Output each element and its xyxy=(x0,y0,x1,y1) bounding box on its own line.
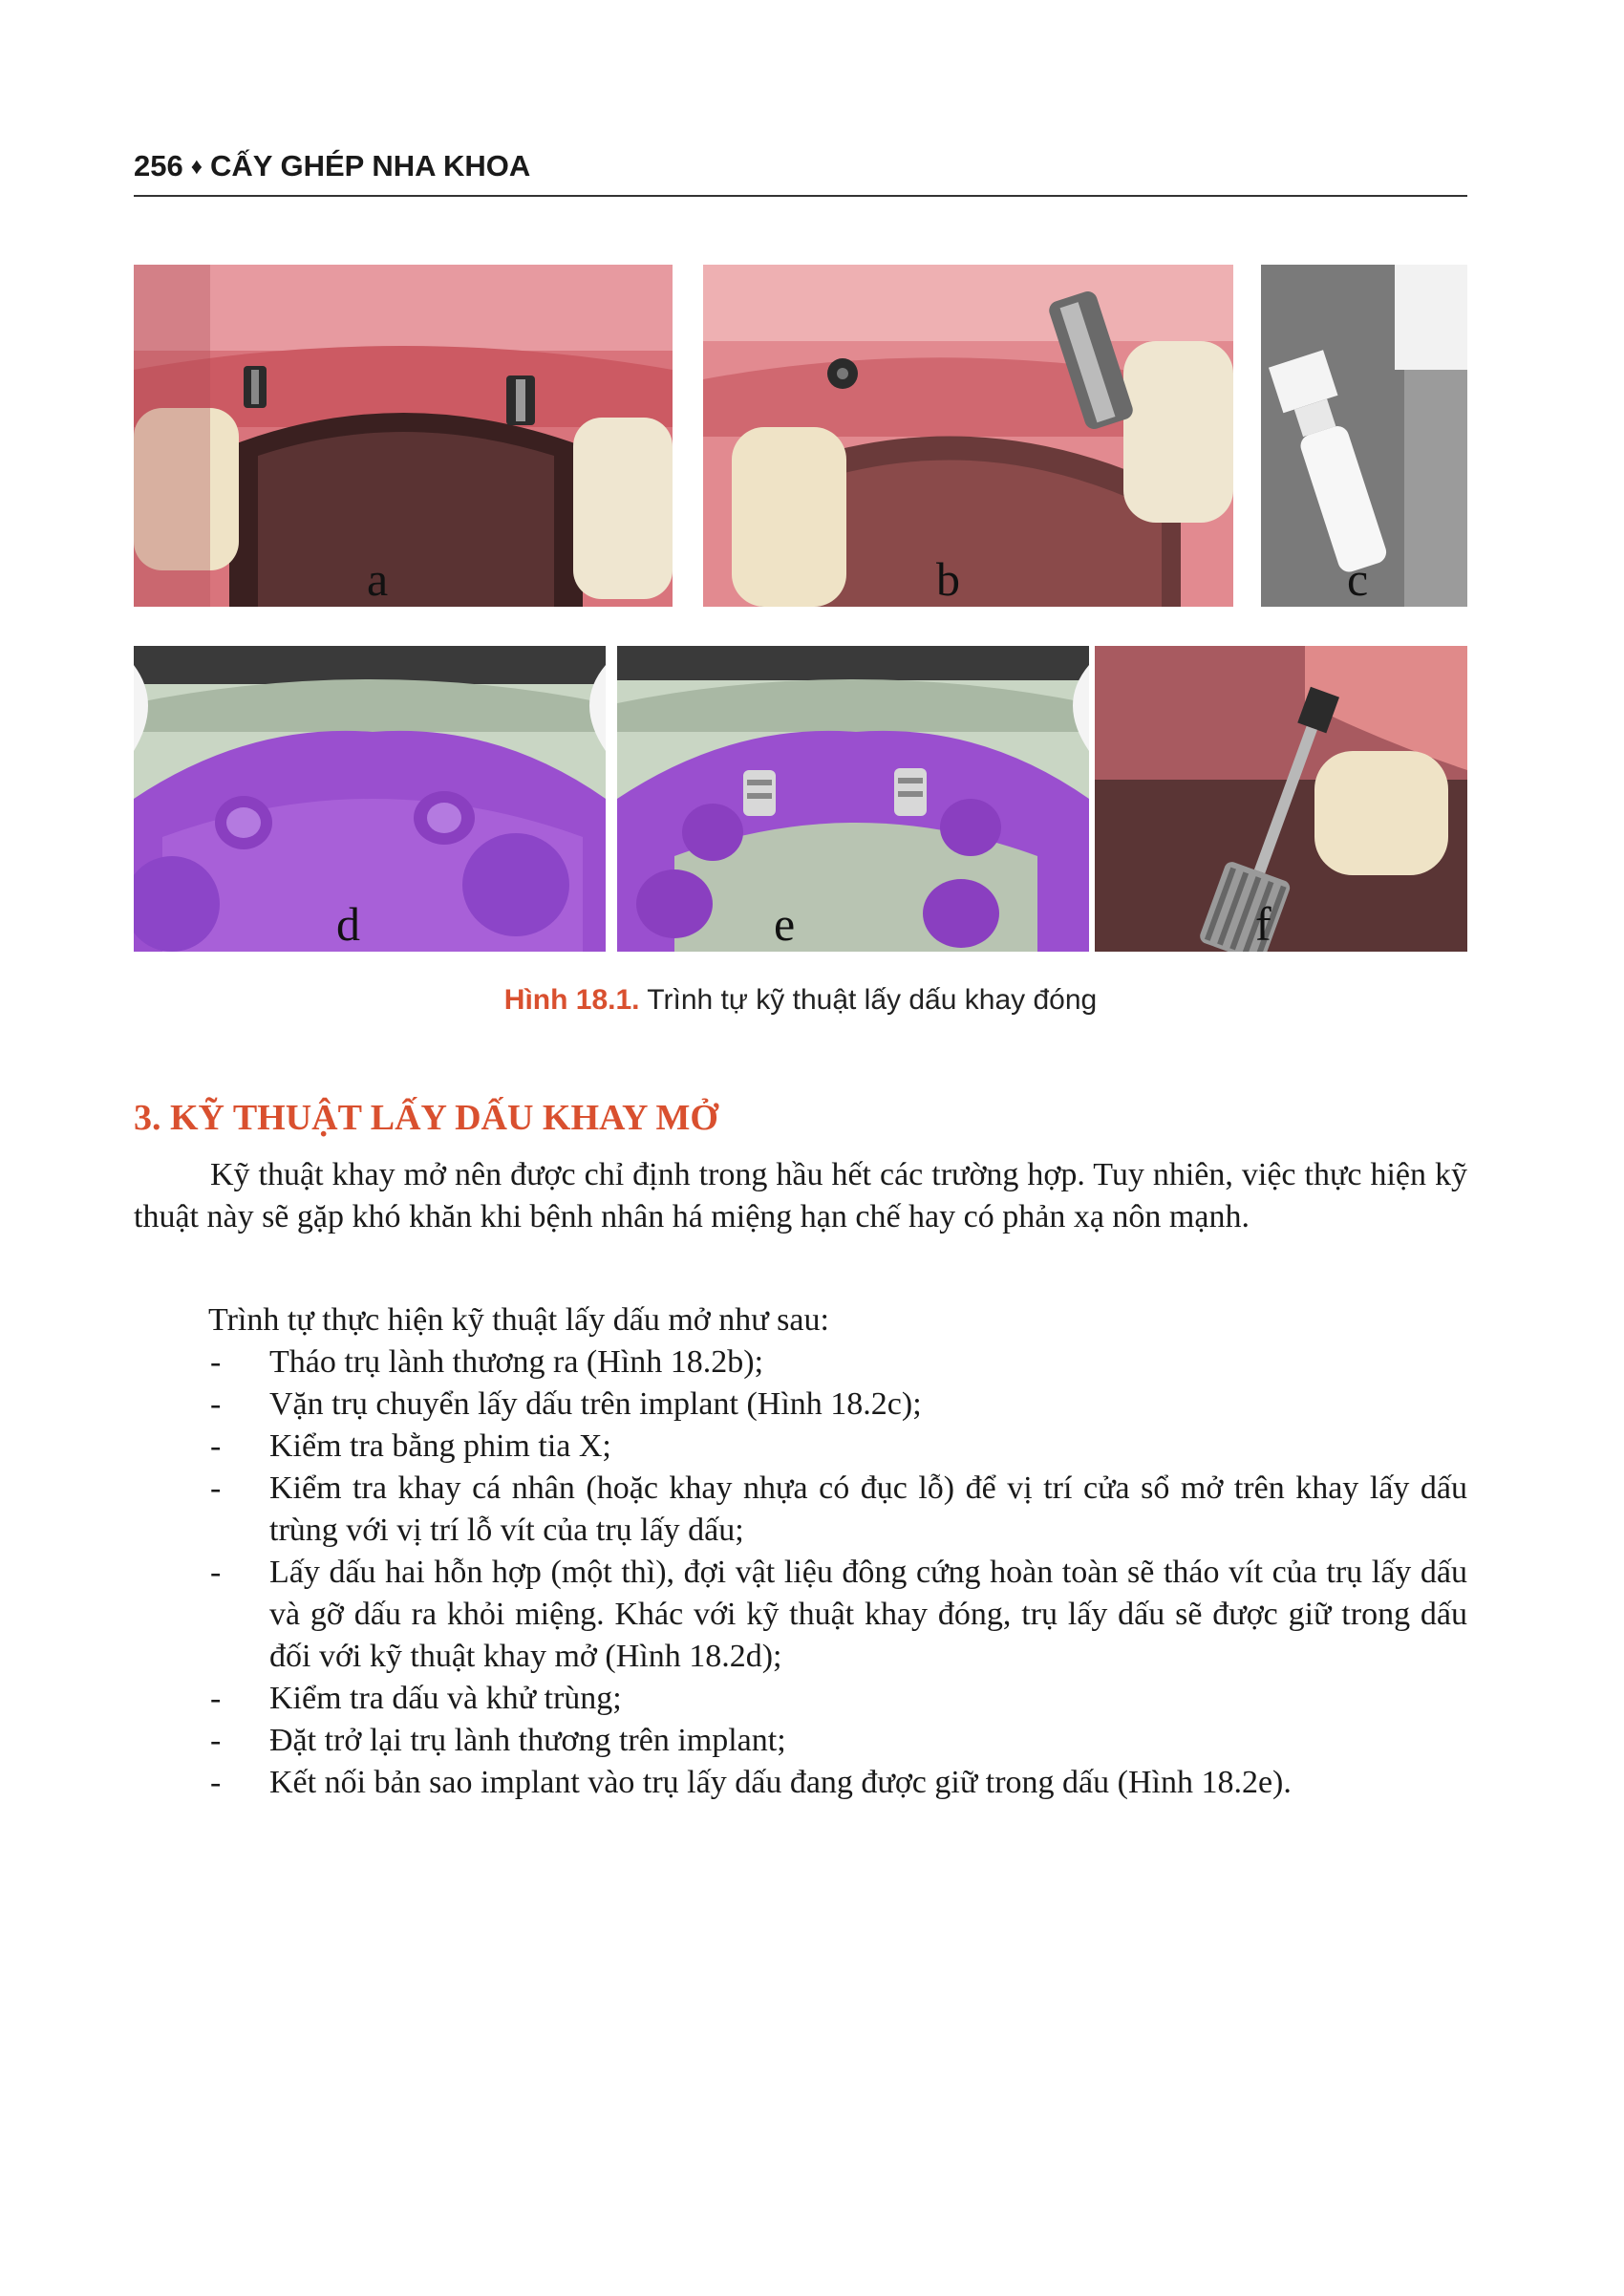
page-header xyxy=(134,149,1467,197)
section-paragraph: Kỹ thuật khay mở nên được chỉ định trong hầu hết các trường hợp. Tuy nhiên, việc thực hiện kỹ thuật này sẽ gặp khó khăn khi bệnh nhân há miệng hạn chế hay có phản xạ nôn mạnh. xyxy=(134,1157,1467,1234)
list-item xyxy=(134,1720,1467,1762)
figure-panel-c xyxy=(1261,265,1467,607)
list-item xyxy=(134,1384,1467,1426)
dash-bullet: - xyxy=(210,1681,222,1716)
step-text: Kiểm tra khay cá nhân (hoặc khay nhựa có đục lỗ) để vị trí cửa sổ mở trên khay lấy dấu trùng với vị trí lỗ vít của trụ lấy dấu; xyxy=(269,1470,1467,1548)
figure-panel-a xyxy=(134,265,673,607)
dash-bullet: - xyxy=(210,1765,222,1800)
dash-bullet: - xyxy=(210,1555,222,1590)
steps-intro: Trình tự thực hiện kỹ thuật lấy dấu mở như sau: xyxy=(208,1302,829,1338)
screwdriver-photo-icon xyxy=(1095,646,1467,952)
panel-letter: b xyxy=(936,552,960,606)
list-item xyxy=(134,1762,1467,1804)
impression-analog-photo-icon xyxy=(617,646,1089,952)
list-item xyxy=(134,1552,1467,1678)
step-text: Tháo trụ lành thương ra (Hình 18.2b); xyxy=(269,1344,764,1380)
list-item xyxy=(134,1341,1467,1384)
diamond-separator-icon: ♦ xyxy=(190,154,203,180)
list-item xyxy=(134,1426,1467,1468)
page-number: 256 xyxy=(134,149,183,182)
panel-letter: f xyxy=(1255,897,1271,951)
figure-caption-text: Trình tự kỹ thuật lấy dấu khay đóng xyxy=(639,984,1098,1016)
step-text: Lấy dấu hai hỗn hợp (một thì), đợi vật liệu đông cứng hoàn toàn sẽ tháo vít của trụ lấy dấu và gỡ dấu ra khỏi miệng. Khác với kỹ thuật khay đóng, trụ lấy dấu sẽ được giữ trong dấu đối với kỹ thuật khay mở (Hình 18.2d); xyxy=(269,1555,1467,1674)
step-text: Kết nối bản sao implant vào trụ lấy dấu đang được giữ trong dấu (Hình 18.2e). xyxy=(269,1765,1292,1800)
steps-list xyxy=(134,1341,1467,1804)
dash-bullet: - xyxy=(210,1723,222,1758)
panel-letter: e xyxy=(774,897,796,951)
impression-tray-photo-icon xyxy=(134,646,606,952)
panel-letter: a xyxy=(367,552,389,606)
dash-bullet: - xyxy=(210,1428,222,1464)
figure-panel-b xyxy=(703,265,1233,607)
step-text: Kiểm tra dấu và khử trùng; xyxy=(269,1681,622,1716)
list-item xyxy=(134,1678,1467,1720)
step-text: Vặn trụ chuyển lấy dấu trên implant (Hình 18.2c); xyxy=(269,1386,922,1422)
list-item xyxy=(134,1468,1467,1552)
dash-bullet: - xyxy=(210,1386,222,1422)
figure-caption xyxy=(134,984,1467,1017)
section-title: 3. KỸ THUẬT LẤY DẤU KHAY MỞ xyxy=(134,1098,718,1138)
implant-screws-photo-icon xyxy=(134,265,673,607)
step-text: Đặt trở lại trụ lành thương trên implant; xyxy=(269,1723,786,1758)
impression-coping-photo-icon xyxy=(703,265,1233,607)
figure-panel-d xyxy=(134,646,606,952)
figure-label: Hình 18.1. xyxy=(503,984,640,1016)
figure-panel-f xyxy=(1095,646,1467,952)
book-title: CẤY GHÉP NHA KHOA xyxy=(209,149,531,182)
dash-bullet: - xyxy=(210,1470,222,1506)
figure-panel-e xyxy=(617,646,1089,952)
panel-letter: c xyxy=(1347,552,1369,606)
dash-bullet: - xyxy=(210,1344,222,1380)
step-text: Kiểm tra bằng phim tia X; xyxy=(269,1428,611,1464)
panel-letter: d xyxy=(336,897,360,951)
